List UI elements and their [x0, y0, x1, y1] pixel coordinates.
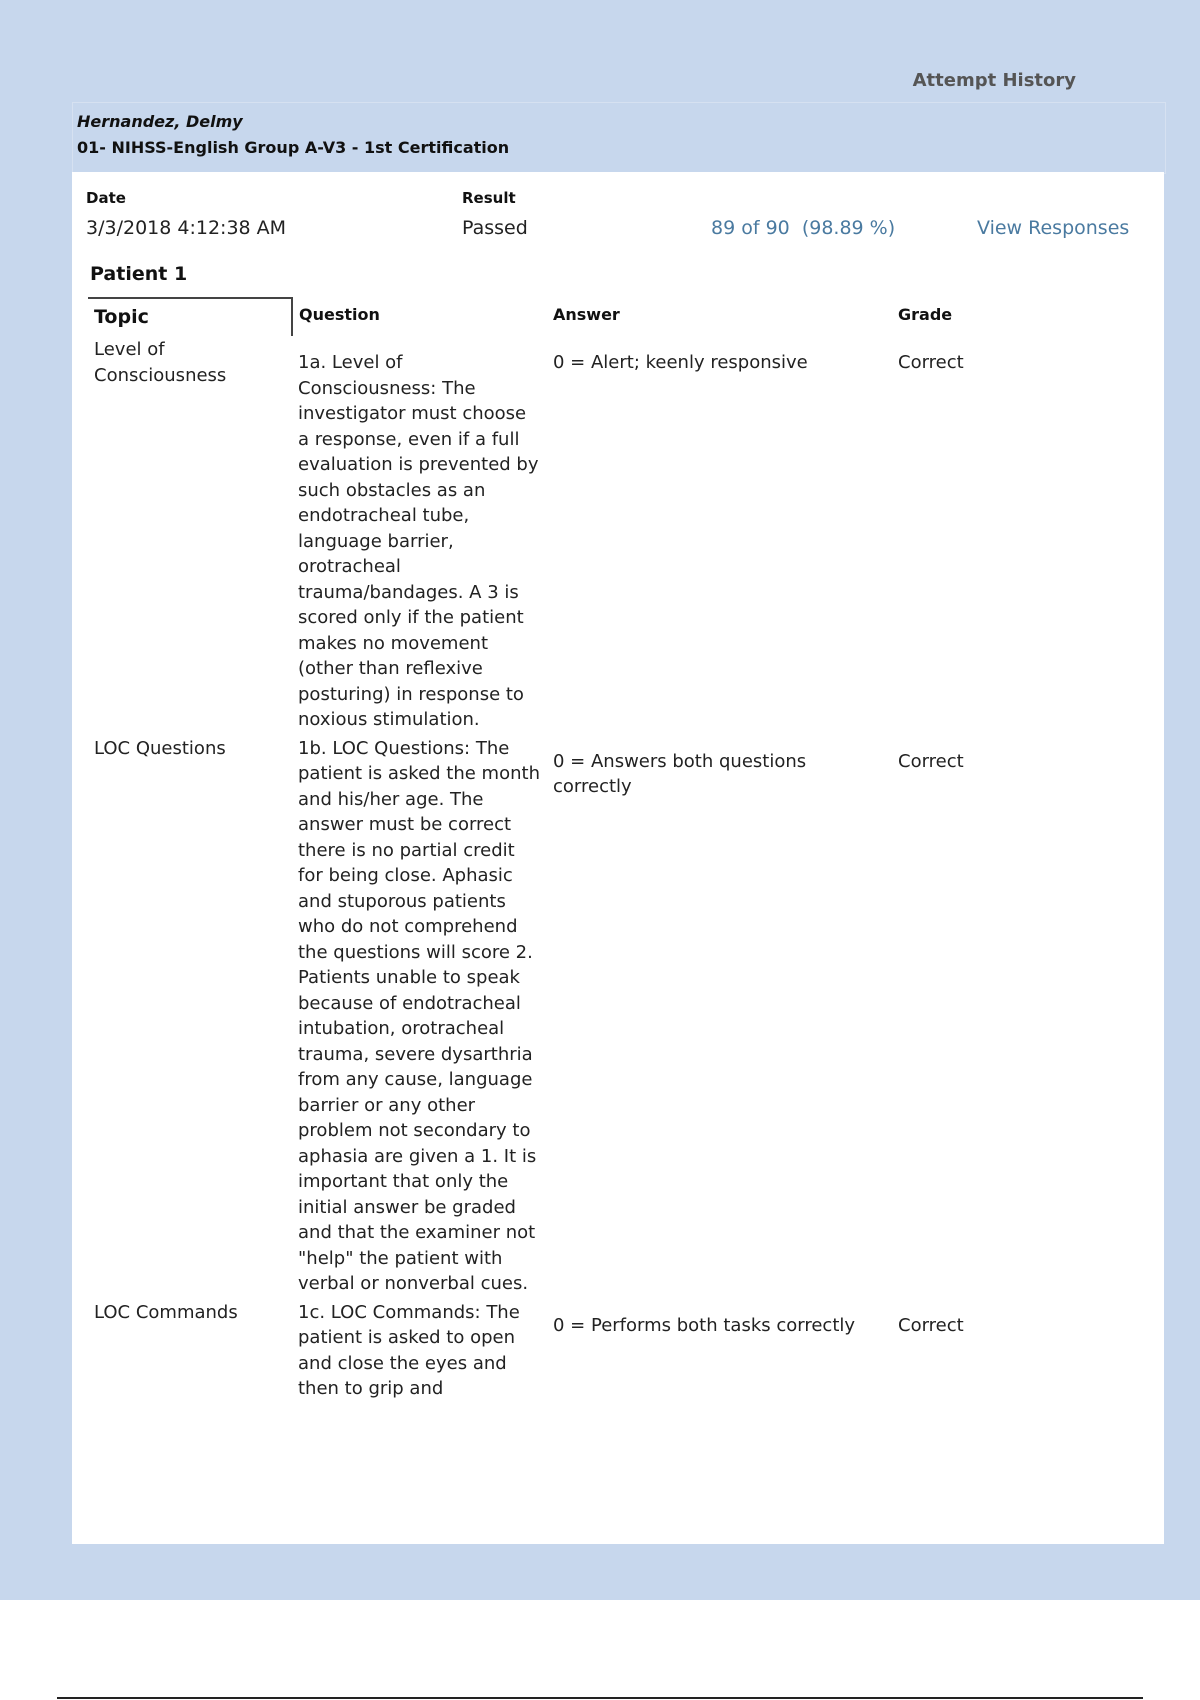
attempt-score: 89 of 90 (98.89 %): [711, 217, 896, 239]
view-responses-link[interactable]: View Responses: [977, 217, 1130, 239]
row-answer: 0 = Answers both questions correctly: [553, 750, 807, 797]
column-header-grade: Grade: [898, 305, 953, 324]
column-header-answer: Answer: [553, 305, 620, 324]
date-label: Date: [86, 189, 126, 207]
attempt-panel: [72, 172, 1164, 1544]
row-topic: LOC Commands: [94, 1301, 238, 1323]
learner-name: Hernandez, Delmy: [77, 112, 243, 131]
column-header-topic: Topic: [88, 298, 292, 336]
page-title: Attempt History: [912, 70, 1076, 91]
responses-table: [88, 297, 988, 1404]
course-name: 01- NIHSS-English Group A-V3 - 1st Certification: [77, 138, 510, 157]
attempt-result: Passed: [462, 217, 528, 239]
row-question: 1b. LOC Questions: The patient is asked the month and his/her age. The answer must be correct there is no partial credit for being close. Aphasic and stuporous patients who do not comprehend the questions will score 2. Patients unable to speak because of endotracheal intubation, orotracheal trauma, severe dysarthria from any cause, language barrier or any other problem not secondary to aphasia are given a 1. It is important that only the initial answer be graded and that the examiner not "help" the patient with verbal or nonverbal cues.: [298, 737, 540, 1294]
row-answer: 0 = Performs both tasks correctly: [553, 1314, 856, 1336]
row-answer: 0 = Alert; keenly responsive: [553, 352, 808, 373]
table-row: [88, 735, 988, 1299]
row-grade: Correct: [898, 1314, 964, 1336]
table-row: [88, 1299, 988, 1404]
table-row: [88, 336, 988, 735]
row-question: 1a. Level of Consciousness: The investigator must choose a response, even if a full evaluation is prevented by such obstacles as an endotracheal tube, language barrier, orotracheal trauma/bandages. A 3 is scored only if the patient makes no movement (other than reflexive posturing) in response to noxious stimulation.: [298, 352, 539, 730]
row-grade: Correct: [898, 750, 964, 772]
row-topic: LOC Questions: [94, 737, 226, 759]
attempt-date: 3/3/2018 4:12:38 AM: [86, 217, 287, 239]
table-header-row: [88, 298, 988, 336]
row-topic: Level of Consciousness: [94, 339, 227, 386]
row-grade: Correct: [898, 352, 964, 373]
page-divider: [57, 1697, 1143, 1699]
column-header-question: Question: [299, 305, 380, 324]
patient-title: Patient 1: [90, 263, 188, 285]
result-label: Result: [462, 189, 516, 207]
row-question: 1c. LOC Commands: The patient is asked to open and close the eyes and then to grip and: [298, 1301, 520, 1399]
learner-header: [72, 102, 1166, 174]
